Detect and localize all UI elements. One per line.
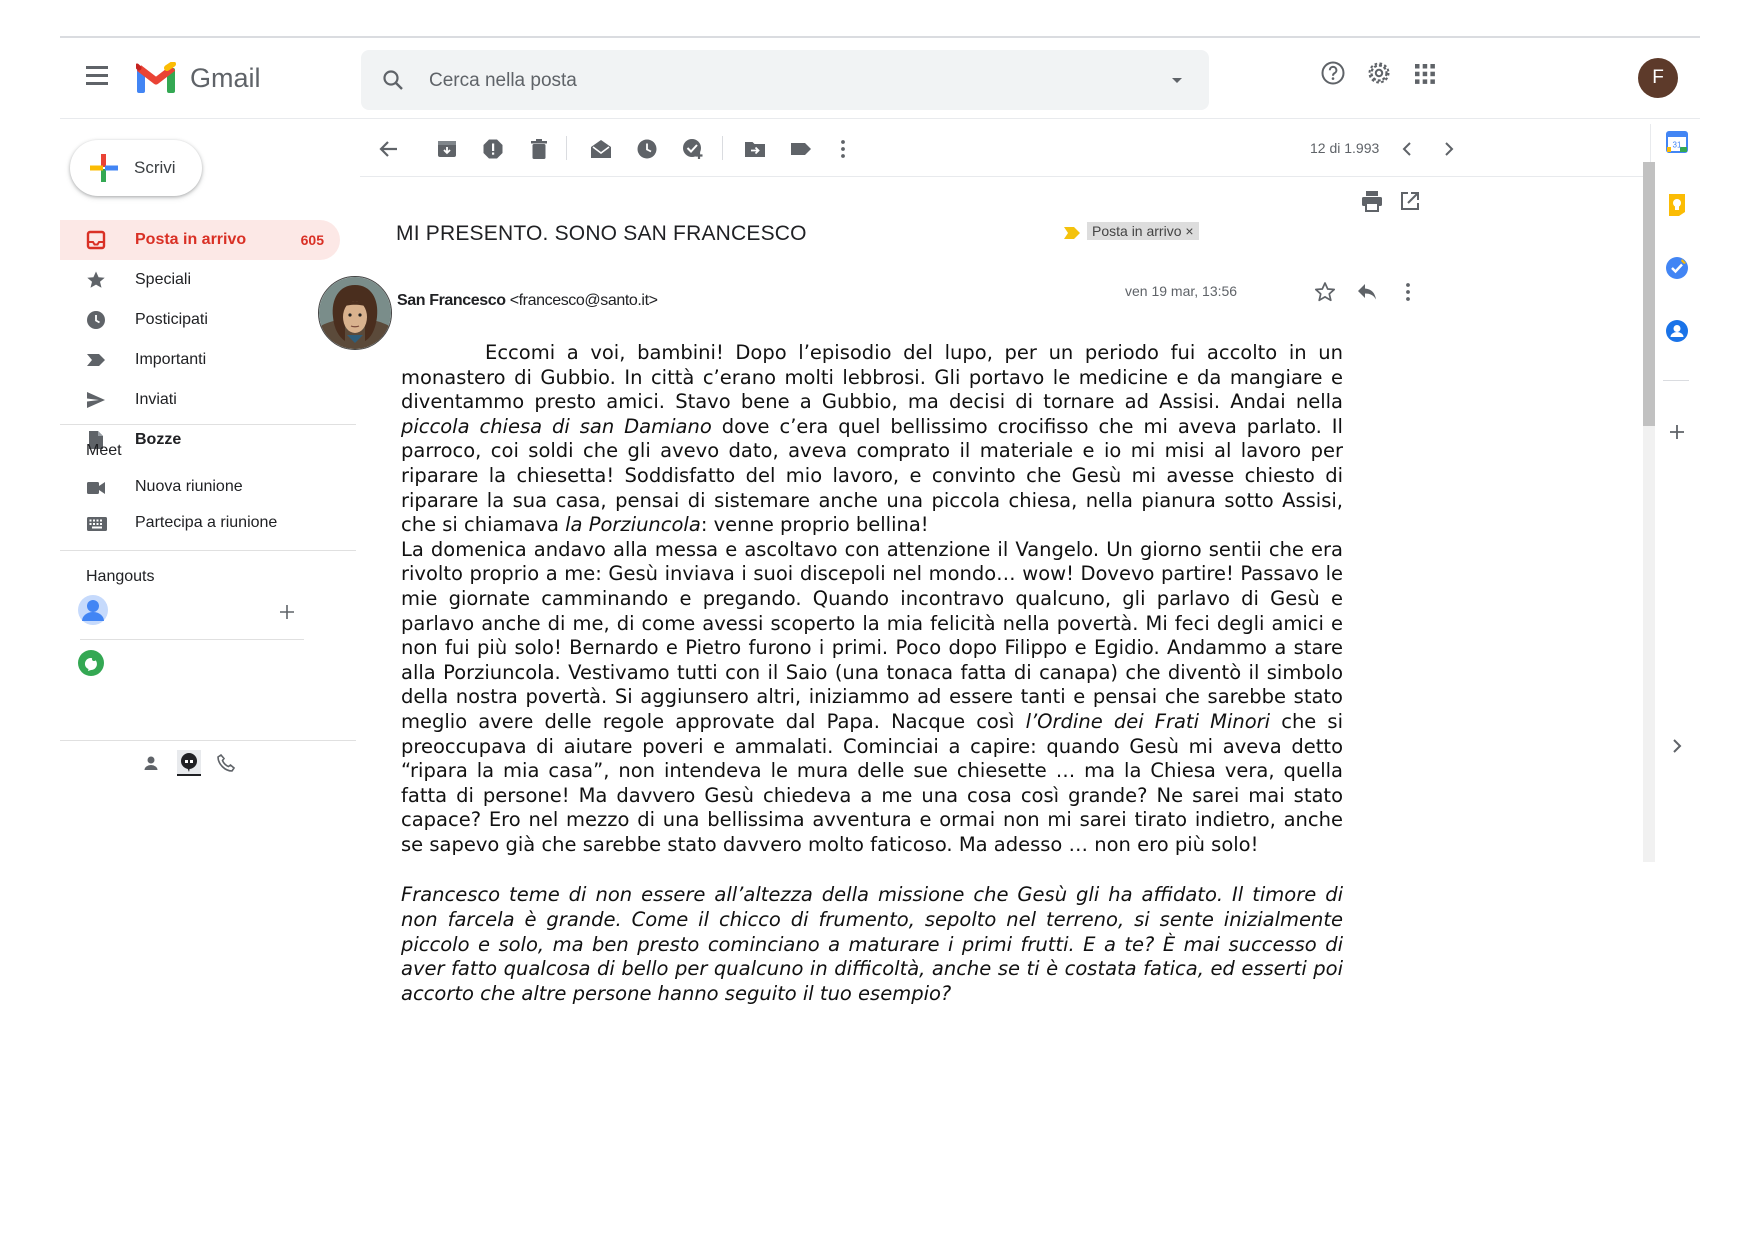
- sidebar-item-label: Importanti: [135, 351, 207, 368]
- search-options-icon[interactable]: [1165, 68, 1189, 92]
- settings-icon[interactable]: [1366, 60, 1392, 86]
- hangouts-user-avatar[interactable]: [78, 595, 108, 625]
- gmail-window: [60, 36, 1700, 1005]
- scrollbar-thumb[interactable]: [1643, 162, 1655, 426]
- sidebar-item-label: Bozze: [135, 431, 182, 448]
- report-spam-icon[interactable]: [482, 138, 504, 160]
- hangouts-title: Hangouts: [86, 568, 155, 585]
- sender-line: [397, 292, 658, 310]
- print-icon[interactable]: [1361, 190, 1383, 212]
- expand-panel-icon[interactable]: [1665, 734, 1689, 758]
- sub-item-label: Partecipa a riunione: [135, 514, 278, 531]
- clock-icon: [86, 310, 106, 330]
- help-icon[interactable]: [1320, 60, 1346, 86]
- new-conversation-icon[interactable]: [279, 604, 295, 620]
- send-icon: [86, 390, 106, 410]
- body-text: : venne proprio bellina!: [700, 513, 929, 537]
- body-italic-text: l’Ordine dei Frati Minori: [1025, 709, 1271, 733]
- sender-name[interactable]: San Francesco: [397, 292, 506, 309]
- new-meeting-button[interactable]: [60, 470, 356, 506]
- keyboard-icon: [86, 515, 108, 533]
- phone-tab-icon[interactable]: [217, 754, 235, 772]
- side-panel-rail: [1650, 124, 1701, 804]
- more-icon[interactable]: [832, 138, 854, 160]
- mark-unread-icon[interactable]: [590, 138, 612, 160]
- sender-portrait-image: [319, 277, 391, 349]
- body-text: La domenica andavo alla messa e ascoltavo con attenzione il Vangelo. Un giorno sentii che era rivolto proprio a me: Gesù inviava i suoi discepoli nel mondo… wow! Dovevo partire! Passavo le mie giornate camminando e pregando. Quando incontravo qualcuno, gli parlavo di Gesù e parlavo anche di me, di come avessi scoperto la mia felicità nella povertà. Mi feci degli amici e non fui più solo! Bernardo e Pietro furono i primi. Poco dopo Filippo e Egidio. Andammo a stare alla Porziuncola. Vestivamo tutti con il Saio (una tonaca fatta di canapa) che diventò il simbolo della nostra povertà. Si aggiunsero altri, iniziammo ad essere tanti e pensai che sarebbe stato meglio avere delle regole approvate dal Papa. Nacque così: [401, 537, 1343, 733]
- email-body: [401, 341, 1343, 1006]
- open-new-window-icon[interactable]: [1399, 190, 1421, 212]
- sidebar-item-snoozed[interactable]: [60, 300, 340, 340]
- hangouts-status-icon[interactable]: [78, 650, 104, 676]
- star-icon: [86, 270, 106, 290]
- app-name: Gmail: [190, 62, 261, 93]
- body-text: che si preoccupava di aiutare poveri e ammalati. Cominciai a capire: quando Gesù mi aveva detto “ripara la mia casa”, non intendeva le mura delle sue chiesette … ma la Chiesa vera, quella fatta di persone! Ma davvero Gesù chiedeva a me una cosa così grande? Ne sarei mai stato capace? Ero nel mezzo di una bellissima avventura e ormai non mi sarei tirato indietro, anche se sapevo già che sarebbe stato davvero molto faticoso. Ma adesso … non ero più solo!: [401, 709, 1344, 856]
- compose-plus-icon: [88, 152, 120, 184]
- add-addon-icon[interactable]: [1665, 420, 1689, 444]
- calendar-icon[interactable]: [1665, 130, 1689, 154]
- apps-icon[interactable]: [1414, 63, 1436, 85]
- tasks-icon[interactable]: [1665, 256, 1689, 280]
- sidebar-item-label: Posticipati: [135, 311, 208, 328]
- body-italic-text: la Porziuncola: [565, 513, 701, 537]
- search-bar[interactable]: [361, 50, 1209, 110]
- message-toolbar: [360, 120, 1650, 177]
- compose-label: Scrivi: [134, 158, 176, 177]
- toolbar-separator: [722, 136, 723, 160]
- top-bar: [60, 38, 1700, 119]
- sidebar-divider: [60, 424, 356, 425]
- sidebar-divider: [60, 550, 356, 551]
- important-icon: [86, 350, 106, 370]
- inbox-label-chip[interactable]: Posta in arrivo ×: [1087, 222, 1199, 240]
- move-to-icon[interactable]: [744, 138, 766, 160]
- older-icon[interactable]: [1438, 138, 1460, 160]
- body-text: Eccomi a voi, bambini! Dopo l’episodio del lupo, per un periodo fui accolto in un monastero di Gubbio. In città c’erano molti lebbrosi. Gli portavo le medicine e da mangiare e diventammo presto amici. Stavo bene a Gubbio, ma decisi di tornare ad Assisi. Andai nella: [401, 341, 1343, 414]
- unread-count: 605: [300, 232, 324, 248]
- snooze-icon[interactable]: [636, 138, 658, 160]
- join-meeting-button[interactable]: [60, 506, 356, 542]
- search-icon[interactable]: [381, 68, 405, 92]
- meet-title: Meet: [86, 442, 122, 459]
- search-input[interactable]: [427, 62, 1131, 100]
- reflection-paragraph: Francesco teme di non essere all’altezza della missione che Gesù gli ha affidato. Il timore di non farcela è grande. Come il chicco di frumento, sepolto nel terreno, si sente inizialmente piccolo e solo, ma ben presto cominciano a maturare i primi frutti. E a te? È mai successo di aver fatto qualcosa di bello per qualcuno in difficoltà, anche se ti è costata fatica, ed esserti poi accorto che altre persone hanno seguito il tuo esempio?: [401, 883, 1343, 1005]
- body-paragraph: [401, 341, 1343, 538]
- pagination-text: 12 di 1.993: [1310, 140, 1380, 156]
- menu-icon[interactable]: [86, 66, 110, 86]
- archive-icon[interactable]: [436, 138, 458, 160]
- sidebar-item-sent[interactable]: [60, 380, 340, 420]
- svg-text:31: 31: [1672, 140, 1682, 150]
- paragraph-gap: [401, 857, 1343, 883]
- add-task-icon[interactable]: [682, 138, 704, 160]
- hangouts-divider: [80, 639, 304, 640]
- body-paragraph: [401, 538, 1343, 858]
- account-avatar[interactable]: F: [1638, 58, 1678, 98]
- keep-icon[interactable]: [1665, 193, 1689, 217]
- compose-button[interactable]: [70, 140, 202, 196]
- sidebar-item-label: Posta in arrivo: [135, 231, 247, 248]
- contacts-icon[interactable]: [1665, 319, 1689, 343]
- contacts-tab-icon[interactable]: [142, 754, 160, 772]
- sub-item-label: Nuova riunione: [135, 478, 243, 495]
- star-toggle-icon[interactable]: [1314, 281, 1336, 303]
- sidebar-item-label: Inviati: [135, 391, 177, 408]
- sidebar-item-label: Speciali: [135, 271, 192, 288]
- labels-icon[interactable]: [790, 138, 812, 160]
- hangouts-footer-divider: [60, 740, 356, 741]
- rail-divider: [1663, 380, 1689, 381]
- body-text: dove c’era quel bellissimo crocifisso che mi aveva parlato. Il parroco, coi soldi che gli avevo dato, aveva comprato il materiale e io mi misi al lavoro per riparare la chiesetta! Soddisfatto del mio lavoro, e convinto che Gesù mi avesse chiesto di riparare la sua casa, pensai di sistemare anche una piccola chiesa, nella pianura sotto Assisi, che si chiamava: [401, 414, 1343, 537]
- sidebar-item-important[interactable]: [60, 340, 340, 380]
- sender-avatar[interactable]: [318, 276, 392, 350]
- gmail-m-icon: [136, 62, 176, 94]
- sender-email: <francesco@santo.it>: [509, 292, 658, 309]
- sidebar-item-inbox[interactable]: [60, 220, 340, 260]
- gmail-logo[interactable]: [136, 60, 261, 96]
- video-camera-icon: [86, 479, 106, 497]
- sidebar-item-starred[interactable]: [60, 260, 340, 300]
- body-italic-text: piccola chiesa di san Damiano: [401, 414, 712, 438]
- conversations-tab-icon[interactable]: [177, 750, 201, 776]
- back-icon[interactable]: [378, 138, 400, 160]
- delete-icon[interactable]: [528, 138, 550, 160]
- newer-icon[interactable]: [1396, 138, 1418, 160]
- toolbar-separator: [566, 136, 567, 160]
- message-more-icon[interactable]: [1397, 281, 1419, 303]
- email-date: ven 19 mar, 13:56: [1125, 283, 1238, 299]
- email-subject: MI PRESENTO. SONO SAN FRANCESCO: [396, 222, 807, 245]
- important-marker-icon[interactable]: [1063, 226, 1081, 240]
- reply-icon[interactable]: [1356, 282, 1378, 302]
- inbox-icon: [86, 230, 106, 250]
